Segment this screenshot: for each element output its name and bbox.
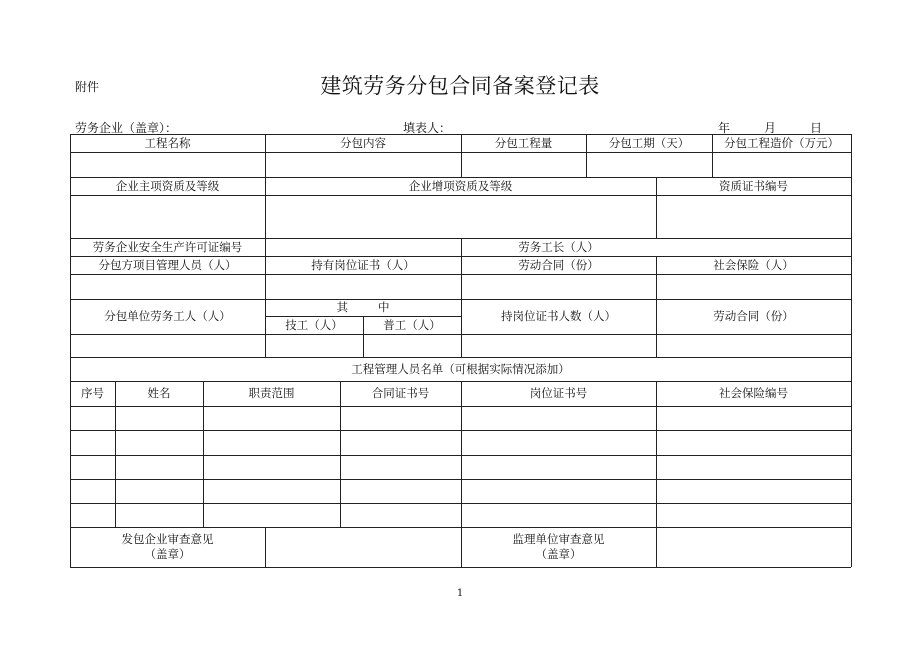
header-col-post-cert: 岗位证书号 xyxy=(529,386,588,400)
table-line xyxy=(70,567,851,568)
header-labor-foreman: 劳务工长（人） xyxy=(518,239,599,254)
supervisor-opinion-cell xyxy=(461,527,656,567)
header-labor-contract-2: 劳动合同（份） xyxy=(713,309,794,323)
header-main-qualification: 企业主项资质及等级 xyxy=(115,178,220,193)
issuer-seal-label: （盖章） xyxy=(144,547,191,561)
supervisor-opinion-label: 监理单位审查意见 xyxy=(512,532,605,546)
header-pm-staff: 分包方项目管理人员（人） xyxy=(98,257,237,272)
header-col-no: 序号 xyxy=(81,386,104,400)
header-col-name: 姓名 xyxy=(147,386,171,400)
year-label: 年 xyxy=(718,121,731,135)
header-col-contract-cert: 合同证书号 xyxy=(371,386,430,400)
header-extra-qualification: 企业增项资质及等级 xyxy=(408,178,513,193)
staff-list-title: 工程管理人员名单（可根据实际情况添加） xyxy=(351,361,570,376)
header-skilled-workers: 技工（人） xyxy=(285,317,343,332)
issuer-opinion-cell xyxy=(70,527,265,567)
header-col-insurance-no: 社会保险编号 xyxy=(719,386,788,400)
company-seal-label: 劳务企业（盖章）： xyxy=(75,121,178,135)
header-general-workers: 普工（人） xyxy=(383,317,441,332)
header-safety-permit-no: 劳务企业安全生产许可证编号 xyxy=(92,239,243,254)
table-line xyxy=(70,195,851,196)
header-post-cert-count: 持岗位证书人数（人） xyxy=(501,309,616,323)
header-labor-contract: 劳动合同（份） xyxy=(518,257,599,272)
header-certificate-no: 资质证书编号 xyxy=(719,178,788,193)
table-line xyxy=(265,527,266,567)
header-post-cert-holders: 持有岗位证书（人） xyxy=(311,257,415,272)
supervisor-seal-label: （盖章） xyxy=(535,547,582,561)
table-line xyxy=(70,134,71,567)
page-title: 建筑劳务分包合同备案登记表 xyxy=(320,74,600,98)
day-label: 日 xyxy=(810,121,823,135)
month-label: 月 xyxy=(764,121,777,135)
header-col-duty: 职责范围 xyxy=(248,386,295,400)
filler-label: 填表人： xyxy=(403,121,452,135)
issuer-opinion-label: 发包企业审查意见 xyxy=(121,532,214,546)
header-subcontract-content: 分包内容 xyxy=(340,135,386,150)
attachment-label: 附件 xyxy=(75,80,100,94)
header-project-name: 工程名称 xyxy=(144,135,191,150)
header-subcontract-quantity: 分包工程量 xyxy=(494,135,553,150)
header-subcontract-cost: 分包工程造价（万元） xyxy=(724,135,839,150)
among-qi: 其 xyxy=(336,300,348,314)
among-zhong: 中 xyxy=(378,300,390,314)
header-among xyxy=(265,299,461,316)
page-number: 1 xyxy=(456,588,464,599)
header-social-insurance: 社会保险（人） xyxy=(713,257,794,272)
header-subcontract-period: 分包工期（天） xyxy=(608,135,690,150)
table-line xyxy=(656,527,657,567)
header-sub-labor-workers: 分包单位劳务工人（人） xyxy=(104,309,231,323)
table-line xyxy=(851,134,852,567)
